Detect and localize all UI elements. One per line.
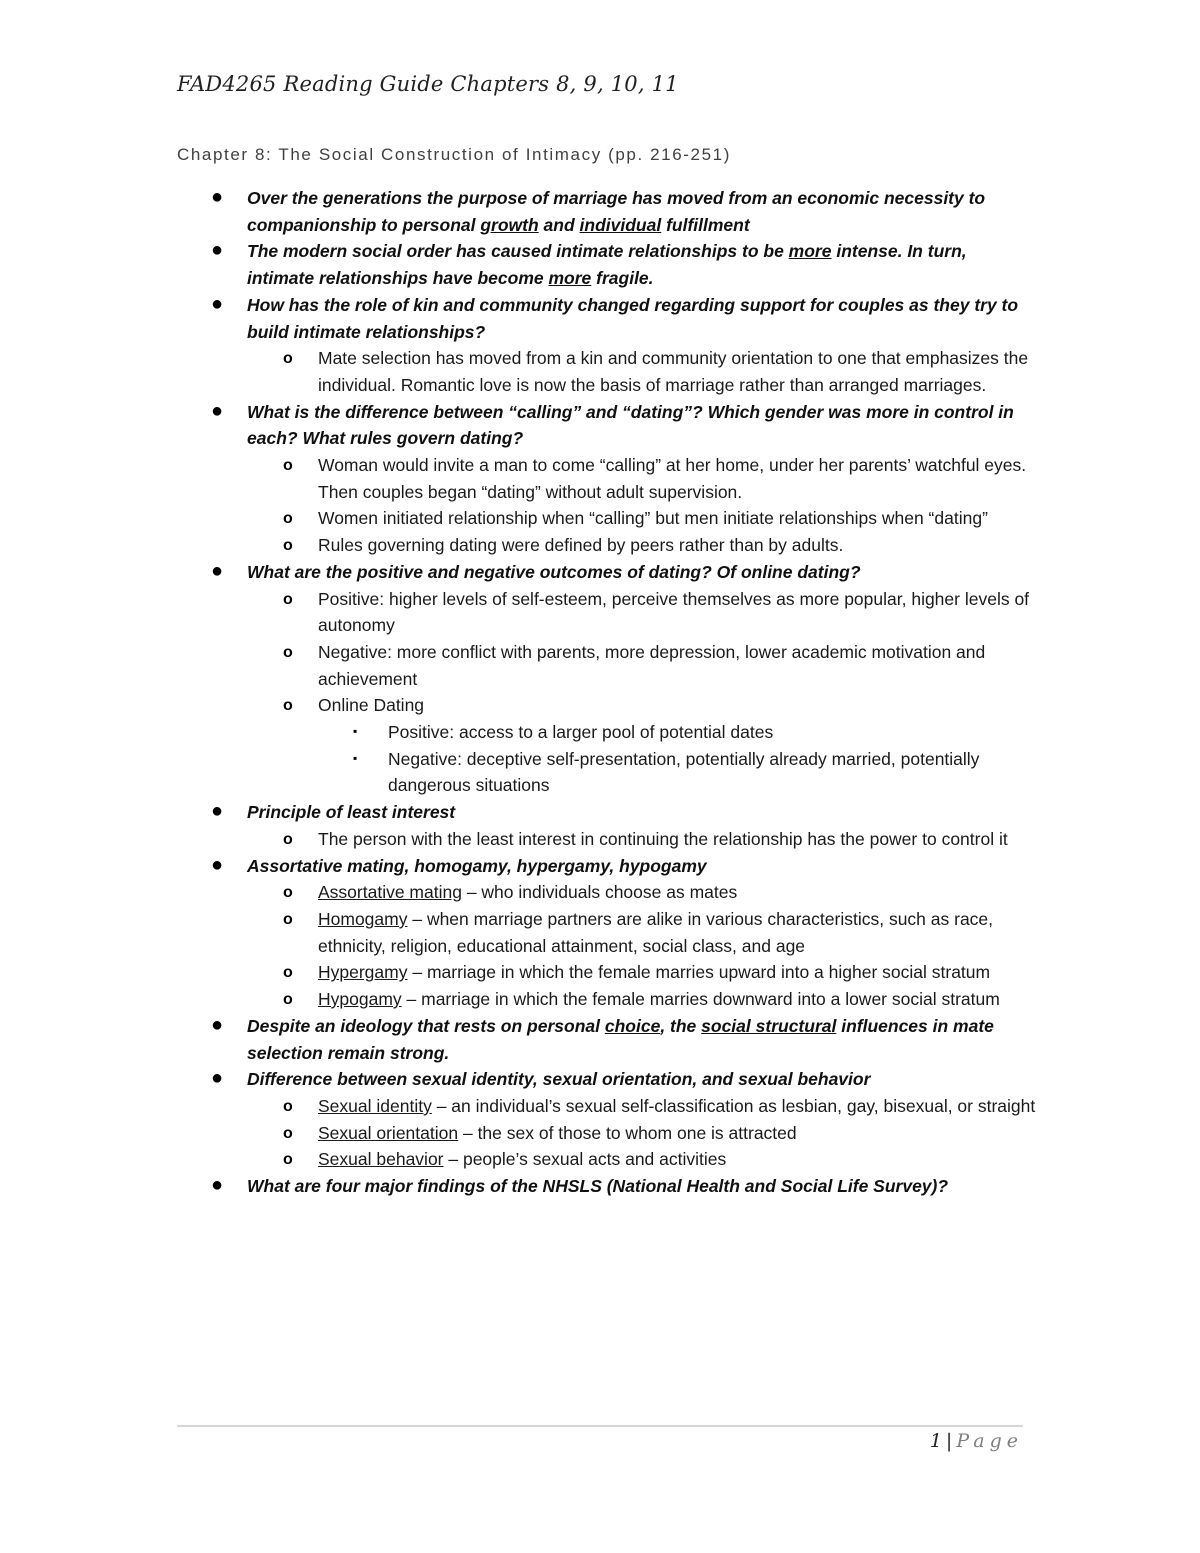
bullet-icon: ● <box>211 559 224 582</box>
definition-term: Sexual identity <box>318 1095 432 1116</box>
outline-answer <box>177 452 1037 505</box>
definition-term: Hypogamy <box>318 989 402 1010</box>
outline-answer <box>177 505 1037 532</box>
subanswer-text: Negative: deceptive self-presentation, potentially already married, potentially dangerous situations <box>388 748 980 796</box>
circle-bullet-icon: o <box>283 884 293 902</box>
answer-text: Positive: higher levels of self-esteem, perceive themselves as more popular, higher levels of autonomy <box>318 588 1030 636</box>
question-text: What is the difference between “calling” and “dating”? Which gender was more in control in each? What rules govern dating? <box>247 401 1014 449</box>
bullet-icon: ● <box>211 1174 224 1197</box>
footer-separator: | <box>945 1430 953 1452</box>
answer-text: Online Dating <box>318 695 425 716</box>
answer-text: Negative: more conflict with parents, more depression, lower academic motivation and achievement <box>318 641 986 689</box>
square-bullet-icon: ▪ <box>353 724 358 739</box>
outline-answer <box>177 345 1037 398</box>
subanswer-text: Positive: access to a larger pool of potential dates <box>388 722 774 743</box>
circle-bullet-icon: o <box>283 1151 293 1169</box>
page-footer <box>930 1430 1023 1452</box>
answer-text: Woman would invite a man to come “calling” at her home, under her parents’ watchful eyes. Then couples began “dating” without adult supervision. <box>318 455 1027 502</box>
outline-subanswer <box>177 719 1037 746</box>
question-text: The modern social order has caused intimate relationships to be <box>247 241 789 262</box>
outline-answer <box>177 639 1037 692</box>
outline-answer <box>177 879 1037 906</box>
outline-answer <box>177 586 1037 639</box>
chapter-heading: Chapter 8: The Social Construction of Intimacy (pp. 216-251) <box>177 145 731 164</box>
circle-bullet-icon: o <box>283 350 293 368</box>
answer-text: The person with the least interest in continuing the relationship has the power to control it <box>318 828 1008 849</box>
underlined-term: social structural <box>701 1015 837 1036</box>
definition-text: – when marriage partners are alike in various characteristics, such as race, ethnicity, religion, educational attainment, social class, and age <box>318 908 994 956</box>
circle-bullet-icon: o <box>283 643 293 661</box>
answer-text: Women initiated relationship when “calling” but men initiate relationships when “dating” <box>318 508 988 529</box>
page-label: Page <box>956 1430 1023 1452</box>
circle-bullet-icon: o <box>283 1124 293 1142</box>
bullet-icon: ● <box>211 1013 224 1036</box>
definition-term: Assortative mating <box>318 882 462 903</box>
bullet-icon: ● <box>211 800 224 823</box>
question-text: Over the generations the purpose of marriage has moved from an economic necessity to companionship to personal <box>247 188 986 235</box>
question-text: Despite an ideology that rests on personal <box>247 1015 605 1036</box>
circle-bullet-icon: o <box>283 537 293 555</box>
outline-question <box>177 1013 1037 1066</box>
question-text: How has the role of kin and community changed regarding support for couples as they try to build intimate relationships? <box>247 294 1019 342</box>
question-text: , the <box>660 1015 702 1036</box>
circle-bullet-icon: o <box>283 964 293 982</box>
outline-answer <box>177 1120 1037 1147</box>
outline-answer <box>177 826 1037 853</box>
question-text: Principle of least interest <box>247 802 456 823</box>
outline-question <box>177 559 1037 586</box>
question-text: fragile. <box>591 268 654 289</box>
circle-bullet-icon: o <box>283 457 293 475</box>
circle-bullet-icon: o <box>283 910 293 928</box>
question-text: What are the positive and negative outcomes of dating? Of online dating? <box>247 561 861 582</box>
outline-question <box>177 399 1037 452</box>
circle-bullet-icon: o <box>283 510 293 528</box>
circle-bullet-icon: o <box>283 991 293 1009</box>
outline-question <box>177 799 1037 826</box>
underlined-term: growth <box>480 214 539 235</box>
bullet-icon: ● <box>211 186 224 208</box>
outline-answer <box>177 959 1037 986</box>
underlined-term: choice <box>604 1015 661 1036</box>
definition-text: – people’s sexual acts and activities <box>443 1149 727 1170</box>
footer-divider <box>177 1425 1023 1427</box>
definition-text: – marriage in which the female marries upward into a higher social stratum <box>407 962 991 983</box>
question-text: and <box>538 214 580 235</box>
question-text: influences in mate selection remain strong. <box>247 1015 994 1063</box>
circle-bullet-icon: o <box>283 830 293 848</box>
definition-text: – the sex of those to whom one is attracted <box>458 1122 797 1143</box>
outline-question <box>177 292 1037 345</box>
definition-term: Hypergamy <box>318 962 408 983</box>
bullet-icon: ● <box>211 239 224 262</box>
outline-answer <box>177 986 1037 1013</box>
underlined-term: more <box>548 268 592 289</box>
question-text: Difference between sexual identity, sexual orientation, and sexual behavior <box>247 1069 871 1090</box>
document-title: FAD4265 Reading Guide Chapters 8, 9, 10, 11 <box>177 72 679 96</box>
outline-answer <box>177 532 1037 559</box>
outline-question <box>177 185 1037 238</box>
bullet-icon: ● <box>211 1067 224 1090</box>
outline-answer <box>177 906 1037 959</box>
definition-text: – who individuals choose as mates <box>461 882 738 903</box>
underlined-term: more <box>788 241 832 262</box>
outline-list <box>177 185 1037 1200</box>
outline-question <box>177 238 1037 291</box>
square-bullet-icon: ▪ <box>353 750 358 765</box>
outline-question <box>177 1066 1037 1093</box>
definition-term: Sexual orientation <box>318 1122 459 1143</box>
outline-answer <box>177 692 1037 719</box>
outline-answer <box>177 1093 1037 1120</box>
question-text: intense. In turn, intimate relationships have become <box>247 241 967 289</box>
outline-answer <box>177 1146 1037 1173</box>
bullet-icon: ● <box>211 292 224 315</box>
definition-term: Homogamy <box>318 908 408 929</box>
answer-text: Mate selection has moved from a kin and community orientation to one that emphasizes the individual. Romantic love is now the basis of marriage rather than arranged marriages. <box>318 348 1029 395</box>
outline-question <box>177 1173 1037 1200</box>
definition-text: – marriage in which the female marries downward into a lower social stratum <box>401 989 1000 1010</box>
question-text: What are four major findings of the NHSLS (National Health and Social Life Survey)? <box>247 1176 949 1197</box>
circle-bullet-icon: o <box>283 590 293 608</box>
question-text: Assortative mating, homogamy, hypergamy, hypogamy <box>247 855 707 876</box>
outline-subanswer <box>177 746 1037 799</box>
bullet-icon: ● <box>211 399 224 422</box>
circle-bullet-icon: o <box>283 1097 293 1115</box>
bullet-icon: ● <box>211 853 224 876</box>
page-number: 1 <box>929 1430 942 1452</box>
underlined-term: individual <box>579 214 662 235</box>
definition-term: Sexual behavior <box>318 1149 444 1170</box>
question-text: fulfillment <box>661 214 750 235</box>
answer-text: Rules governing dating were defined by peers rather than by adults. <box>318 535 844 556</box>
definition-text: – an individual’s sexual self-classification as lesbian, gay, bisexual, or straight <box>431 1095 1036 1116</box>
circle-bullet-icon: o <box>283 697 293 715</box>
outline-question <box>177 853 1037 880</box>
